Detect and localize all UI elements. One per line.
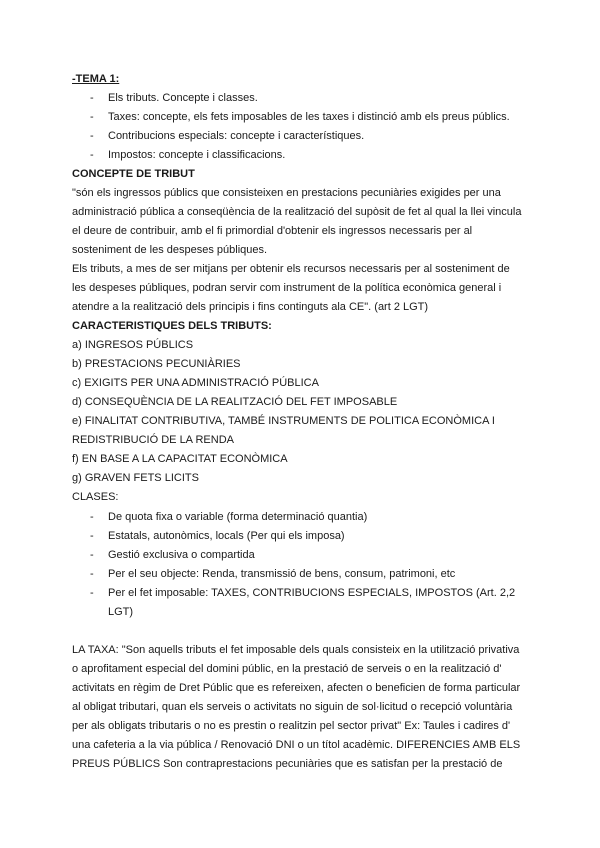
concept-line: atendre a la realització dels principis i fins continguts ala CE". (art 2 LGT) [72, 301, 429, 313]
bullet-dash: - [90, 568, 94, 580]
bullet-dash: - [90, 549, 94, 561]
characteristic-item: a) INGRESOS PÚBLICS [72, 339, 194, 351]
taxa-line: al obligat tributari, quan els serveis o activitats no siguin de sol·licitud o recepció voluntària [72, 701, 513, 713]
topic-text: Taxes: concepte, els fets imposables de les taxes i distinció amb els preus públics. [108, 111, 510, 123]
class-text: Estatals, autonòmics, locals (Per qui els imposa) [108, 530, 345, 542]
concept-line: sosteniment de les despeses públiques. [72, 244, 268, 256]
concept-title: CONCEPTE DE TRIBUT [72, 168, 195, 180]
taxa-line: per als obligats tributaris o no es prestin o realitzin pel sector privat" Ex: Taules i cadires d' [72, 720, 511, 732]
characteristic-item: g) GRAVEN FETS LICITS [72, 472, 199, 484]
class-text: Per el seu objecte: Renda, transmissió de bens, consum, patrimoni, etc [108, 568, 456, 580]
characteristic-item: f) EN BASE A LA CAPACITAT ECONÒMICA [72, 453, 288, 465]
class-text: Gestió exclusiva o compartida [108, 549, 255, 561]
bullet-dash: - [90, 587, 94, 599]
taxa-line: LA TAXA: "Son aquells tributs el fet imposable dels quals consisteix en la utilització privativa [72, 644, 520, 656]
section-heading: -TEMA 1: [72, 73, 120, 85]
bullet-dash: - [90, 511, 94, 523]
topic-text: Contribucions especials: concepte i característiques. [108, 130, 365, 142]
bullet-dash: - [90, 530, 94, 542]
characteristic-item: c) EXIGITS PER UNA ADMINISTRACIÓ PÚBLICA [72, 377, 319, 389]
class-text: De quota fixa o variable (forma determinació quantia) [108, 511, 368, 523]
topic-text: Els tributs. Concepte i classes. [108, 92, 258, 104]
taxa-line: o aprofitament especial del domini públic, en la prestació de serveis o en la realització d' [72, 663, 502, 675]
concept-line: les despeses públiques, podran servir com instrument de la política econòmica general i [72, 282, 502, 294]
characteristic-item: REDISTRIBUCIÓ DE LA RENDA [72, 434, 234, 446]
topic-text: Impostos: concepte i classificacions. [108, 149, 286, 161]
concept-line: "són els ingressos públics que consisteixen en prestacions pecuniàries exigides per una [72, 187, 501, 199]
taxa-line: activitats en règim de Dret Públic que es refereixen, afecten o beneficien de forma particular [72, 682, 521, 694]
classes-title: CLASES: [72, 491, 119, 503]
characteristic-item: d) CONSEQUÈNCIA DE LA REALITZACIÓ DEL FET IMPOSABLE [72, 396, 398, 408]
characteristic-item: b) PRESTACIONS PECUNIÀRIES [72, 358, 241, 370]
class-text: LGT) [108, 606, 134, 618]
concept-line: administració pública a conseqüència de la realització del supòsit de fet al qual la llei vincula [72, 206, 522, 218]
characteristic-item: e) FINALITAT CONTRIBUTIVA, TAMBÉ INSTRUMENTS DE POLITICA ECONÒMICA I [72, 415, 495, 427]
concept-line: Els tributs, a mes de ser mitjans per obtenir els recursos necessaris per al sosteniment de [72, 263, 510, 275]
bullet-dash: - [90, 149, 94, 161]
concept-line: el deure de contribuir, amb el fi primordial d'obtenir els ingressos necessaris per al [72, 225, 473, 237]
characteristics-title: CARACTERISTIQUES DELS TRIBUTS: [72, 320, 272, 332]
taxa-line: PREUS PÚBLICS Son contraprestacions pecuniàries que es satisfan per la prestació de [72, 758, 503, 770]
bullet-dash: - [90, 111, 94, 123]
bullet-dash: - [90, 130, 94, 142]
taxa-line: una cafeteria a la via pública / Renovació DNI o un títol acadèmic. DIFERENCIES AMB ELS [72, 739, 521, 751]
class-text: Per el fet imposable: TAXES, CONTRIBUCIONS ESPECIALS, IMPOSTOS (Art. 2,2 [108, 587, 516, 599]
bullet-dash: - [90, 92, 94, 104]
